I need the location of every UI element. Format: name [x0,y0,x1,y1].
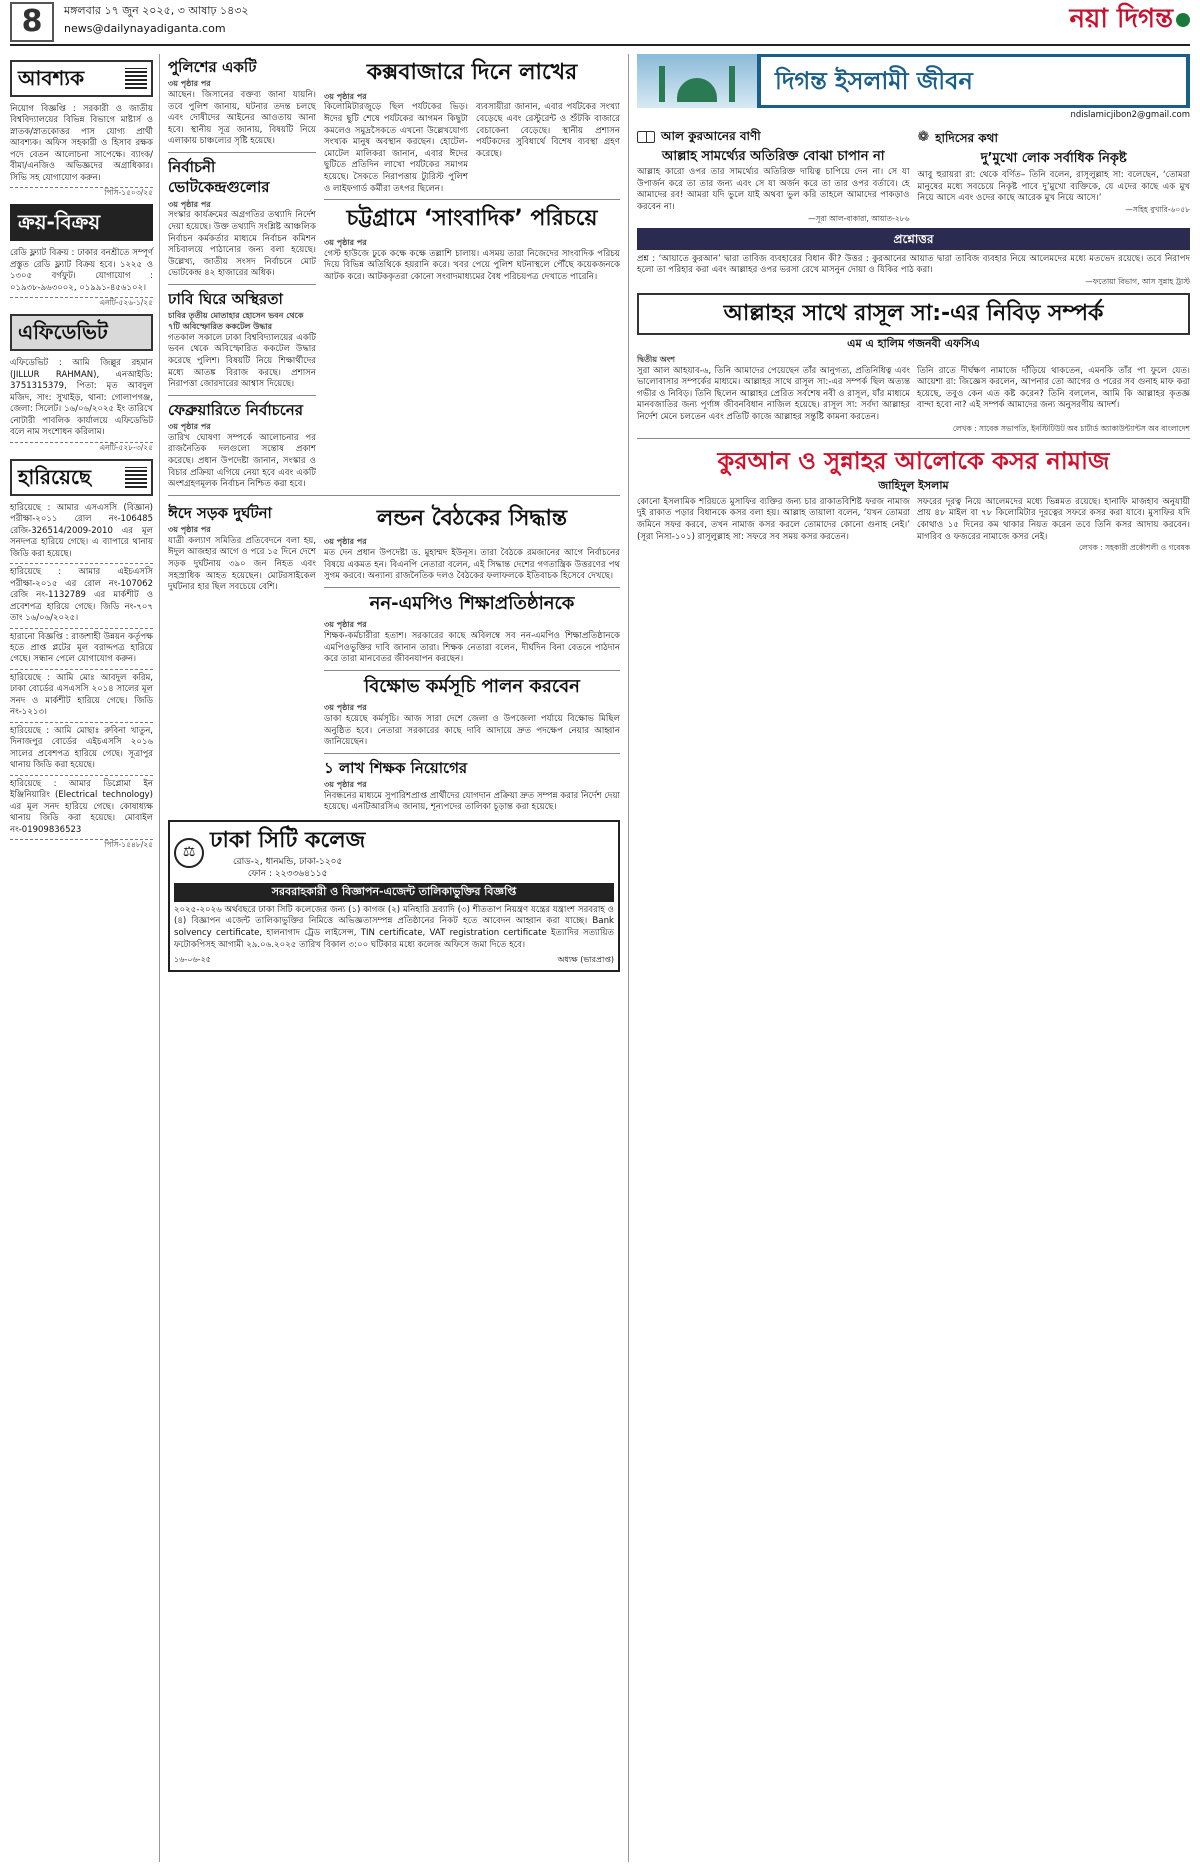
ad-ref: পিসি-১৫৪৮/২৫ [104,840,153,849]
story-body: গতকাল সকালে ঢাকা বিশ্ববিদ্যালয়ের একটি ভবন থেকে অবিস্ফোরিত ককটেল উদ্ধার করেছে পুলিশ। বিষয়টি নিয়ে শিক্ষার্থীদের মধ্যে আতঙ্ক বিরাজ করছে। প্রশাসন নিরাপত্তা জোরদারের আশ্বাস দিয়েছে। [168,332,316,390]
brand-globe-icon [1176,13,1190,27]
kasr-body: কোনো ইসলামিক শরিয়তে মুসাফির ব্যক্তির জন্য চার রাকাতবিশিষ্ট ফরজ নামাজ দুই রাকাত পড়ার বিধানকে কসর বলা হয়। আল্লাহ তায়ালা বলেন, ‘যখন তোমরা জমিনে সফর করবে, তখন নামাজ কসর করলে তোমাদের কোনো গুনাহ নেই।’ (সূরা নিসা-১০১) রাসূলুল্লাহ সা: সফরে সব সময় কসর করতেন। সফরের দূরত্ব নিয়ে আলেমদের মধ্যে ভিন্নমত রয়েছে। হানাফি মাজহাব অনুযায়ী প্রায় ৪৮ মাইল বা ৭৮ কিলোমিটার দূরত্বের সফরে কসর করা যাবে। মুসাফির যদি কোথাও ১৫ দিনের কম থাকার নিয়ত করেন তবে তিনি কসর আদায় করবেন। মাগরিব ও ফজরের নামাজে কসর নেই। [637,496,1190,542]
qa-text: প্রশ্ন : ‘আয়াতে কুরআন’ দ্বারা তাবিজ ব্যবহারের বিধান কী? উত্তর : কুরআনের আয়াত দ্বারা তাবিজ ব্যবহার নিয়ে আলেমদের মধ্যে মতভেদ রয়েছে। তবে নিরাপদ হলো তা পরিহার করা এবং আল্লাহর ওপর ভরসা রেখে মাসনুন দোয়া ও যিকির পাঠ করা। [637,253,1190,276]
article-body: সুরা আল আহযাব-৬, তিনি আমাদের পেয়েছেন তাঁর আনুগত্য, প্রতিনিধিত্ব এবং ভালোবাসার সম্পর্কের মাধ্যমে। আল্লাহর সাথে রাসূল সা:-এর সম্পর্ক ছিল অত্যন্ত গভীর ও নিবিড়। তিনি ছিলেন আল্লাহর প্রেরিত সর্বশেষ নবী ও রাসূল, যাঁর মাধ্যমে মানবজাতির জন্য পূর্ণাঙ্গ জীবনবিধান নাজিল হয়েছে। রাসূল সা: সর্বদা আল্লাহর নির্দেশ মেনে চলতেন এবং প্রতিটি কাজে আল্লাহর সন্তুষ্টি কামনা করতেন। তিনি রাতে দীর্ঘক্ষণ নামাজে দাঁড়িয়ে থাকতেন, এমনকি তাঁর পা ফুলে যেত। আয়েশা রা: জিজ্ঞেস করলেন, আপনার তো আগের ও পরের সব গুনাহ মাফ করা হয়েছে, তবুও কেন এত কষ্ট করেন? তিনি বললেন, আমি কি আল্লাহর কৃতজ্ঞ বান্দা হবো না? এই সম্পর্ক আমাদের জন্য অনুসরণীয় আদর্শ। [637,365,1190,422]
lost-header: হারিয়েছে [10,459,153,496]
headline[interactable]: লন্ডন বৈঠকের সিদ্ধান্ত [376,505,568,531]
continued-label: ৩য় পৃষ্ঠার পর [168,79,211,89]
headline[interactable]: নন-এমপিও শিক্ষাপ্রতিষ্ঠানকে [369,592,575,614]
story-body: নিবন্ধনের মাধ্যমে সুপারিশপ্রাপ্ত প্রার্থীদের যোগদান প্রক্রিয়া দ্রুত সম্পন্ন করার নির্দেশ দেয়া হয়েছে। এনটিআরসিএ জানায়, শূন্যপদের তালিকা চূড়ান্ত করা হয়েছে। [324,790,620,813]
quran-title: আল্লাহ সামর্থ্যের অতিরিক্ত বোঝা চাপান না [661,148,885,164]
hadith-header: ❁ হাদিসের কথা [917,129,998,146]
college-address: রোড-২, ধানমন্ডি, ঢাকা-১২০৫ [232,856,343,867]
section-banner [637,54,1190,108]
continued-label: ৩য় পৃষ্ঠার পর [324,91,367,101]
praying-hands-icon: ❁ [917,129,930,146]
headline[interactable]: ১ লাখ শিক্ষক নিয়োগের [324,758,468,777]
buysell-header: ক্রয়-বিক্রয় [10,204,153,241]
section-title: দিগন্ত ইসলামী জীবন [761,57,1186,105]
quran-book-icon [637,131,655,143]
lost-ad: হারিয়েছে : আমার এইচএসসি পরীক্ষা-২০১৫ এর রোল নং-107062 রেজি নং-1132789 এর মার্কশীট ও প্রবেশপত্র হারিয়ে গেছে। জিডি নং-৭০৭ তাং ১৬/০৬/২০২৫। [10,564,153,628]
headline[interactable]: চট্টগ্রামে ‘সাংবাদিক’ পরিচয়ে [346,206,598,232]
headline[interactable]: ঢাবি ঘিরে অস্থিরতা [168,289,283,308]
story-body: সংস্কার কার্যক্রমের অগ্রগতির তথ্যাদি নির্দেশ দেয়া হয়েছে। উক্ত তথ্যাদি সংশ্লিষ্ট আঞ্চলিক নির্বাচন কর্মকর্তার মাধ্যমে নির্বাচন কমিশন সচিবালয়ে পাঠানোর জন্য বলা হয়েছে। উল্লেখ্য, জাতীয় সংসদ নির্বাচনে মোট ভোটকেন্দ্র ৪২ হাজারের অধিক। [168,210,316,279]
continued-label: ৩য় পৃষ্ঠার পর [324,703,367,713]
section-email[interactable]: ndislamicjibon2@gmail.com [1070,110,1190,120]
qa-ref: —ফতোয়া বিভাগ, আস সুন্নাহ ট্রাস্ট [1085,277,1190,287]
article-part: দ্বিতীয় অংশ [637,354,675,364]
classifieds-column [10,54,160,1862]
lost-ad: হারানো বিজ্ঞপ্তি : রাজশাহী উন্নয়ন কর্তৃপক্ষ হতে প্রাপ্ত প্লটের মূল বরাদ্দপত্র হারিয়ে গেছে। সন্ধান পেলে যোগাযোগ করুন। [10,629,153,670]
wanted-header: আবশ্যক [10,60,153,97]
story-body: কিলোমিটারজুড়ে ছিল পর্যটকের ভিড়। ঈদের ছুটি শেষে পর্যটকের আগমন কিছুটা কমলেও সমুদ্রসৈকতে এখনো উল্লেখযোগ্য সংখ্যক মানুষ অবস্থান করছেন। হোটেল-মোটেল মালিকরা জানান, এবার ঈদের ছুটিতে প্রতিদিন লাখো পর্যটকের সমাগম হয়েছে। সৈকতে নিরাপত্তায় ট্যুরিস্ট পুলিশ ও লাইফগার্ড কর্মীরা তৎপর ছিলেন। ব্যবসায়ীরা জানান, এবার পর্যটকের সংখ্যা বেড়েছে এবং রেস্টুরেন্ট ও শুঁটকি বাজারে বেচাকেনা বেড়েছে। স্থানীয় প্রশাসন পর্যটকদের সুবিধার্থে বিশেষ ব্যবস্থা গ্রহণ করেছে। [324,102,620,194]
newspaper-email[interactable]: news@dailynayadiganta.com [64,22,226,35]
article-byline: এম এ হালিম গজনবী এফসিএ [847,336,980,350]
story-body: যাত্রী কল্যাণ সমিতির প্রতিবেদনে বলা হয়, ঈদুল আজহার আগে ও পরে ১৫ দিনে দেশে সড়ক দুর্ঘটনায় ৩৯০ জন নিহত এবং সহস্রাধিক আহত হয়েছেন। মোটরসাইকেল দুর্ঘটনার হার ছিল সবচেয়ে বেশি। [168,535,316,593]
wanted-ad: নিয়োগ বিজ্ঞপ্তি : সরকারী ও জাতীয় বিশ্ববিদ্যালয়ের বিভিন্ন বিভাগে মাষ্টার্স ও স্নাতক/স্নাতকোত্তর পাস যোগ্য প্রার্থী আবশ্যক। অফিস সহকারী ও হিসাব রক্ষক পদে বেতন আলোচনা সাপেক্ষে। ব্যাংক/বীমা/এনজিও অভিজ্ঞদের অগ্রাধিকার। সিভি সহ যোগাযোগ করুন। [10,101,153,188]
ad-ref: এনটি-৫২৮-৩/২৫ [99,442,153,452]
signatory: অধ্যক্ষ (ভারপ্রাপ্ত) [557,955,614,965]
story-body: আছেন। জিসানের বক্তব্য জানা যায়নি। তবে পুলিশ জানায়, ঘটনার তদন্ত চলছে এবং দোষীদের আইনের আওতায় আনা হবে। স্থানীয় সূত্র জানায়, বিষয়টি নিয়ে এলাকায় চাঞ্চল্যের সৃষ্টি হয়েছে। [168,90,316,147]
article-credit: লেখক : সাবেক সভাপতি, ইনস্টিটিউট অব চার্টার্ড অ্যাকাউন্ট্যান্টস অব বাংলাদেশ [952,423,1190,433]
affidavit-header: এফিডেভিট [10,314,153,351]
kasr-headline[interactable]: কুরআন ও সুন্নাহর আলোকে কসর নামাজ [717,446,1110,475]
hadith-ref: —সহিহ বুখারি-৬০৫৮ [1125,204,1190,214]
lost-ad: হারিয়েছে : আমার ডিপ্লোমা ইন ইঞ্জিনিয়ারিং (Electrical technology) এর মূল সনদ হারিয়ে গেছে। কোষাধ্যক্ষ থানায় জিডি করা হয়েছে। মোবাইল নং-01909836523 [10,776,153,840]
mosque-icon [637,54,757,108]
continued-label: ৩য় পৃষ্ঠার পর [168,421,211,431]
college-notice-ad [168,820,620,972]
news-column [168,54,620,1862]
ad-ref: এনটি-৫২৬-১/২৫ [99,298,153,308]
continued-label: ৩য় পৃষ্ঠার পর [324,237,367,247]
college-phone: ফোন : ২২৩৩৬৪১১৫ [247,868,328,879]
story-body: তারিখ ঘোষণা সম্পর্কে আলোচনার পর রাজনৈতিক দলগুলো সন্তোষ প্রকাশ করেছে। প্রধান উপদেষ্টা জানান, সংস্কার ও বিচার প্রক্রিয়া এগিয়ে নেয়া হবে এবং একটি অংশগ্রহণমূলক নির্বাচন নিশ্চিত করা হবে। [168,432,316,490]
lost-ad: হারিয়েছে : আমি মোঃ আবদুল করিম, ঢাকা বোর্ডের এসএসসি ২০১৪ সালের মূল সনদ ও মার্কশীট হারিয়ে গেছে। জিডি নং-১২১৩। [10,670,153,723]
headline[interactable]: নির্বাচনী ভোটকেন্দ্রগুলোর [168,158,270,197]
hadith-title: দু’মুখো লোক সর্বাধিক নিকৃষ্ট [980,151,1127,167]
islamic-life-section [628,54,1190,1862]
quran-header: আল কুরআনের বাণী [637,128,910,144]
headline[interactable]: ঈদে সড়ক দুর্ঘটনা [168,503,272,522]
brand-name: নয়া দিগন্ত [1069,4,1173,34]
continued-label: ৩য় পৃষ্ঠার পর [168,199,211,209]
lost-ad: হারিয়েছে : আমার এসএসসি (বিজ্ঞান) পরীক্ষা-২০১১ রোল নং-106485 রেজি-326514/2009-2010 এর মূল সনদপত্র হারিয়ে গেছে। এ ব্যাপারে থানায় জিডি করা হয়েছে। [10,500,153,564]
story-body: মত দেন প্রধান উপদেষ্টা ড. মুহাম্মদ ইউনূস। তারা বৈঠকে রমজানের আগে নির্বাচনের বিষয়ে একমত হন। বিএনপি নেতারা বলেন, এই সিদ্ধান্ত দেশের গণতান্ত্রিক উত্তরণের পথ সুগম করবে। অন্যান্য রাজনৈতিক দলও বৈঠকের ফলাফলকে ইতিবাচক হিসেবে দেখছে। [324,548,620,582]
qa-header: প্রশ্নোত্তর [637,228,1190,250]
kasr-credit: লেখক : সহকারী প্রকৌশলী ও গবেষক [1078,543,1190,553]
continued-label: ৩য় পৃষ্ঠার পর [324,537,367,547]
notice-title: সরবরাহকারী ও বিজ্ঞাপন-এজেন্ট তালিকাভুক্তির বিজ্ঞপ্তি [174,883,614,902]
story-body: ডাকা হয়েছে কর্মসূচি। আজ সারা দেশে জেলা ও উপজেলা পর্যায়ে বিক্ষোভ মিছিল অনুষ্ঠিত হবে। নেতারা সরকারের কাছে দাবি আদায়ে দ্রুত পদক্ষেপ নেয়ার আহ্বান জানিয়েছেন। [324,713,620,748]
story-body: গেস্ট হাউজে ঢুকে কক্ষে কক্ষে তল্লাশি চালায়। এসময় তারা নিজেদের সাংবাদিক পরিচয় দিয়ে বিভিন্ন অতিথিকে হয়রানি করে। খবর পেয়ে পুলিশ ঘটনাস্থলে পৌঁছে কয়েকজনকে আটক করে। আটককৃতরা কোনো সংবাদমাধ্যমের বৈধ পরিচয়পত্র দেখাতে পারেনি। [324,248,620,282]
buysell-ad: রেডি ফ্ল্যাট বিক্রয় : ঢাকার বনশ্রীতে সম্পূর্ণ প্রস্তুত রেডি ফ্ল্যাট বিক্রয় হবে। ১২২৫ ও ১৩০৫ বর্গফুট। যোগাযোগ : ০১৯৩৮-৯৬৩০০২, ০১৯৯১-৪৫৬১০২। [10,245,153,298]
headline[interactable]: কক্সবাজারে দিনে লাখের [366,60,578,85]
notice-body: ২০২৫-২০২৬ অর্থবছরে ঢাকা সিটি কলেজের জন্য (১) কাগজ (২) মনিহারি দ্রব্যাদি (৩) শীততাপ নিয়ন্ত্রণ যন্ত্রের যন্ত্রাংশ সরবরাহ ও (৪) বিজ্ঞাপন এজেন্ট তালিকাভুক্তির নিমিত্তে অভিজ্ঞতাসম্পন্ন প্রতিষ্ঠানের নিকট হতে আবেদন আহ্বান করা যাচ্ছে। Bank solvency certificate, হালনাগাদ ট্রেড লাইসেন্স, TIN certificate, VAT registration certificate ইত্যাদির সত্যায়িত ফটোকপিসহ আগামী ২৯.০৬.২০২৫ তারিখ বিকাল ৩:০০ ঘটিকার মধ্যে কলেজ অফিসে জমা দিতে হবে। [174,904,614,950]
issue-date: মঙ্গলবার ১৭ জুন ২০২৫, ৩ আষাঢ় ১৪৩২ [64,4,249,17]
affidavit-ad: এফিডেভিট : আমি জিল্লুর রহমান (JILLUR RAHMAN), এনআইডি: 3751315379, পিতা: মৃত আবদুল মজিদ, সাং: সুখাইড়, থানা: গোলাপগঞ্জ, জেলা: সিলেট। ১৬/০৬/২০২৫ ইং তারিখে নোটারী পাবলিক কার্যালয়ে এফিডেভিট বলে নাম সংশোধন করিলাম। [10,355,153,442]
subheadline: চাবির তৃতীয় মোতাহার হোসেন ভবন থেকে ৭টি অবিস্ফোরিত ককটেল উদ্ধার [168,311,304,331]
headline[interactable]: বিক্ষোভ কর্মসূচি পালন করবেন [364,675,580,697]
masthead [10,0,1190,46]
continued-label: ৩য় পৃষ্ঠার পর [324,779,367,789]
ad-ref: পিসি-১৫০৩/২৫ [104,188,153,198]
headline[interactable]: পুলিশের একটি [168,58,257,76]
article-headline[interactable]: আল্লাহর সাথে রাসূল সা:-এর নিবিড় সম্পর্ক [637,293,1190,335]
signature-date: ১৬-০৬-২৫ [174,955,211,965]
hadith-text: আবু হুরায়রা রা: থেকে বর্ণিত– তিনি বলেন, রাসূলুল্লাহ সা: বলেছেন, ‘তোমরা মানুষের মধ্যে সবচেয়ে নিকৃষ্ট পাবে দু’মুখো ব্যক্তিকে, যে এদের কাছে এক মুখ নিয়ে আসে এবং ওদের কাছে আরেক মুখ নিয়ে আসে।’ [917,169,1190,204]
quran-text: আল্লাহ কারো ওপর তার সামর্থ্যের অতিরিক্ত দায়িত্ব চাপিয়ে দেন না। সে যা উপার্জন করে তা তার জন্য এবং সে যা অর্জন করে তা তার ওপর বর্তাবে। হে আমাদের রব! আমরা যদি ভুলে যাই অথবা ভুল করি তাহলে আমাদের পাকড়াও করবেন না। [637,167,910,212]
college-name: ঢাকা সিটি কলেজ [210,827,366,853]
continued-label: ৩য় পৃষ্ঠার পর [168,524,211,534]
kasr-byline: জাহিদুল ইসলাম [878,479,949,493]
college-emblem-icon: ⚖ [174,838,204,868]
lost-ad: হারিয়েছে : আমি মোছাঃ রুবিনা খাতুন, দিনাজপুর বোর্ডের এইচএসসি ২০১৬ সালের প্রবেশপত্র হারিয়ে গেছে। সূত্রাপুর থানায় জিডি করা হয়েছে। [10,723,153,776]
brand-logo [1070,2,1190,37]
headline[interactable]: ফেব্রুয়ারিতে নির্বাচনের [168,400,304,419]
quran-ref: —সূরা আল-বাকারা, আয়াত-২৮৬ [808,213,910,223]
page-number: 8 [10,2,54,42]
continued-label: ৩য় পৃষ্ঠার পর [324,620,367,630]
story-body: শিক্ষক-কর্মচারীরা হতাশ। সরকারের কাছে অবিলম্বে সব নন-এমপিও শিক্ষাপ্রতিষ্ঠানকে এমপিওভুক্তির দাবি জানান তারা। শিক্ষক নেতারা বলেন, দীর্ঘদিন বিনা বেতনে পাঠদান করে তারা মানবেতর জীবনযাপন করছেন। [324,631,620,665]
